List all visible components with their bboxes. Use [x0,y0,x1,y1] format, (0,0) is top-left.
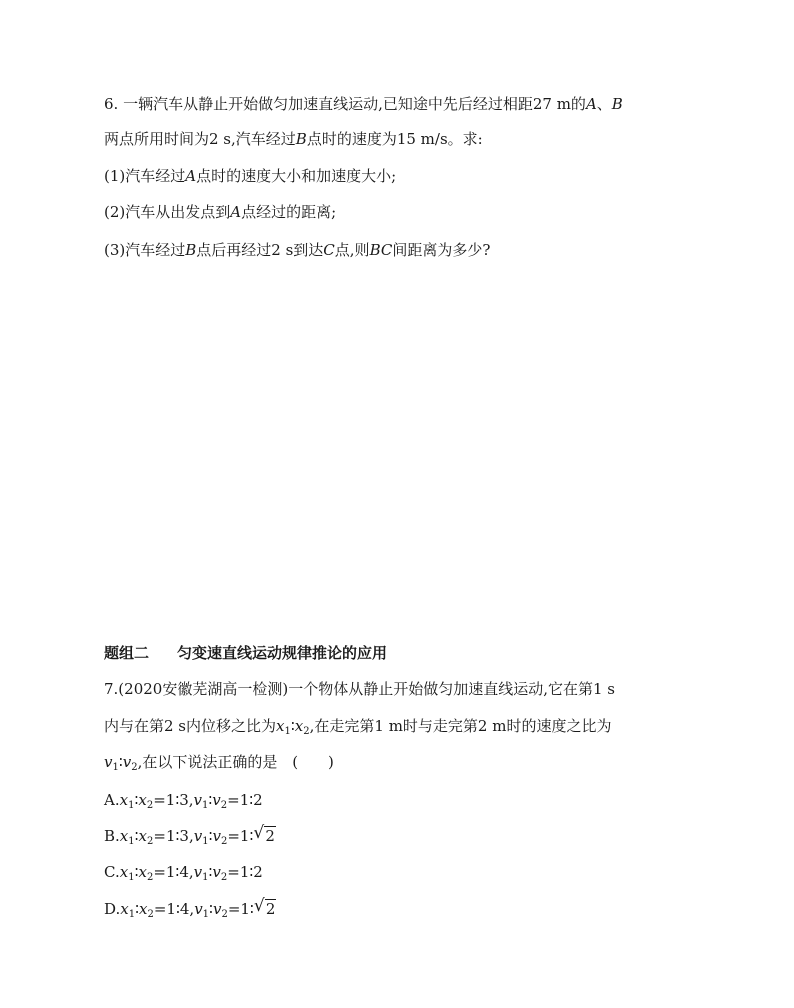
q6-line-2 [104,129,483,149]
sqrt-value: 2 [265,900,276,918]
ratio-symbol: ∶ [134,791,139,809]
option-v-ratio: =1∶2 [227,863,263,881]
sqrt-symbol: √ 2 [253,896,276,918]
ratio-symbol: ∶ [135,900,140,918]
q7-line-3 [104,752,334,772]
q6-text: 点时的速度为15 m/s。求: [306,130,483,148]
q7-text: 内与在第2 s内位移之比为 [104,717,277,735]
var-v: v [212,900,222,918]
var-x: x [119,863,129,881]
sqrt-value: 2 [265,827,275,845]
option-x-ratio: =1∶3, [153,827,194,845]
var-x: x [138,791,147,809]
q6-sub3-text: 间距离为多少? [392,241,491,259]
point-b: B [295,130,307,148]
answer-blank: ( ) [292,753,334,771]
subscript: 2 [146,872,154,883]
subscript: 1 [202,800,209,811]
point-b: B [185,241,197,259]
var-x: x [139,900,148,918]
var-x: x [119,791,129,809]
separator: 、 [596,95,612,113]
subscript: 1 [202,836,209,847]
var-v: v [193,791,203,809]
option-v-ratio: =1∶2 [227,791,263,809]
subscript: 1 [112,762,119,773]
group-title: 匀变速直线运动规律推论的应用 [177,644,388,662]
var-v: v [212,863,221,881]
option-v-ratio: =1∶ [227,900,254,918]
subscript: 1 [128,800,135,811]
subscript: 2 [220,800,228,811]
var-x: x [119,827,129,845]
ratio-symbol: ∶ [134,863,139,881]
point-a: A [185,167,197,185]
subscript: 2 [303,726,310,737]
subscript: 1 [284,726,291,737]
ratio-symbol: ∶ [208,827,213,845]
q6-text: 两点所用时间为2 s,汽车经过 [104,130,296,148]
var-v: v [212,827,221,845]
group-label: 题组二 [104,644,150,662]
ratio-symbol: ∶ [208,791,213,809]
var-v: v [212,791,221,809]
q6-subquestion-2 [104,202,336,222]
subscript: 1 [202,909,210,920]
ratio-symbol: ∶ [290,717,295,735]
point-b: B [611,95,623,113]
subscript: 2 [220,872,228,883]
group-heading [104,643,387,663]
option-x-ratio: =1∶3, [153,791,194,809]
q6-sub3-text: 点,则 [334,241,370,259]
q6-subquestion-1 [104,166,396,186]
var-x: x [120,900,129,918]
q7-text: 7.(2020安徽芜湖高一检测)一个物体从静止开始做匀加速直线运动,它在第1 s [104,680,615,698]
var-x: x [138,863,147,881]
subscript: 1 [128,836,135,847]
q6-sub3-text: 点后再经过2 s到达 [196,241,324,259]
segment-bc: BC [369,241,393,259]
ratio-symbol: ∶ [118,753,123,771]
sqrt-symbol: √ 2 [253,823,275,845]
var-v: v [193,827,203,845]
var-v: v [122,753,132,771]
point-a: A [230,203,242,221]
point-c: C [323,241,335,259]
subscript: 1 [202,872,209,883]
q6-subquestion-3 [104,240,490,260]
q6-sub1-text: (1)汽车经过 [104,167,186,185]
option-x-ratio: =1∶4, [153,863,194,881]
q6-line-1 [104,94,623,114]
q7-line-1 [104,679,615,699]
option-x-ratio: =1∶4, [153,900,195,918]
subscript: 1 [128,872,135,883]
option-label: C. [104,863,120,881]
subscript: 1 [128,909,136,920]
q6-sub1-text: 点时的速度大小和加速度大小; [196,167,397,185]
ratio-symbol: ∶ [208,863,213,881]
option-d[interactable] [104,896,276,920]
option-a[interactable] [104,790,263,810]
ratio-symbol: ∶ [134,827,139,845]
option-label: B. [104,827,120,845]
option-label: D. [104,900,121,918]
var-x: x [294,717,304,735]
var-v: v [193,863,203,881]
option-b[interactable] [104,823,276,847]
var-x: x [138,827,148,845]
option-v-ratio: =1∶ [227,827,254,845]
q6-sub3-text: (3)汽车经过 [104,241,186,259]
q7-text: ,在走完第1 m时与走完第2 m时的速度之比为 [309,717,612,735]
var-v: v [104,753,113,771]
option-c[interactable] [104,862,263,882]
q7-text: ,在以下说法正确的是 [137,753,278,771]
subscript: 2 [131,762,138,773]
ratio-symbol: ∶ [209,900,213,918]
q6-sub2-text: 点经过的距离; [241,203,337,221]
q6-text: 6. 一辆汽车从静止开始做匀加速直线运动,已知途中先后经过相距27 m的 [104,95,586,113]
q6-sub2-text: (2)汽车从出发点到 [104,203,231,221]
var-v: v [194,900,203,918]
subscript: 2 [220,836,228,847]
option-label: A. [104,791,120,809]
var-x: x [276,717,285,735]
subscript: 2 [147,836,154,847]
point-a: A [585,95,597,113]
q7-line-2 [104,716,611,736]
subscript: 2 [146,800,154,811]
subscript: 2 [221,909,228,920]
subscript: 2 [147,909,154,920]
